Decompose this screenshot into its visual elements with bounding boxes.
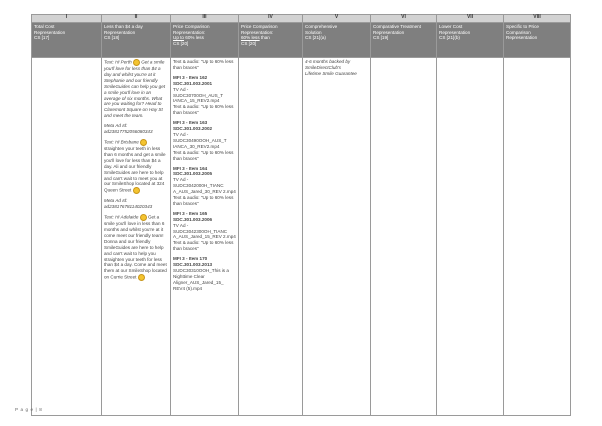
cell-lower-cost xyxy=(437,58,504,416)
header-line: Less than $4 a day xyxy=(104,24,143,29)
exhibit-item xyxy=(173,211,236,252)
header-line: Representation xyxy=(34,29,66,35)
header-line: CS [20] xyxy=(241,40,257,46)
item-title: MFI 3 - Item 165 xyxy=(173,210,208,216)
header-line: Solution xyxy=(305,29,322,35)
header-specific-to-price-comparison xyxy=(504,23,571,58)
header-line: CS [21](b) xyxy=(439,35,460,41)
header-line: CS [19] xyxy=(373,35,389,41)
guarantee-text: 4-6 months backed by SmileDirectClub's xyxy=(305,59,351,70)
header-line: CS [20] xyxy=(173,40,189,46)
header-rest: 60% less xyxy=(183,35,204,41)
representation-table xyxy=(31,14,571,416)
item-code: SDC.301.003.2005 xyxy=(173,171,213,177)
exhibit-item xyxy=(173,75,236,116)
exhibit-item xyxy=(173,166,236,207)
item-ad: TV Ad - xyxy=(173,177,189,183)
ad-text-body: Get a smile you'll love for less than $4 a day and whilst you're at it Stephanie and our friendly SmileGuides can help you get a smile you'll love in an average of six months. What are you waiting for? Head to Claremont Square on Hay St and meet the team. xyxy=(104,59,166,119)
waving-hand-emoji-icon xyxy=(140,214,147,221)
header-price-comparison-up-to xyxy=(171,23,239,58)
column-numeral: VIII xyxy=(504,15,571,23)
cell-comprehensive-solution xyxy=(303,58,371,416)
column-numeral: III xyxy=(171,15,239,23)
column-numeral-row xyxy=(32,15,571,23)
ad-text-lead: Text: Hi Perth xyxy=(104,59,132,65)
column-numeral: VII xyxy=(437,15,504,23)
item-file: SUDC3042300OH_TIANC A_AUS_Jared_15_REV 2.mp4 xyxy=(173,228,236,240)
exhibit-item xyxy=(173,256,236,291)
header-line: Representation xyxy=(506,35,538,41)
exhibit-item xyxy=(173,120,236,161)
column-numeral: V xyxy=(303,15,371,23)
meta-ad-id: Meta Ad Id: ad23817752056080343 xyxy=(104,123,153,135)
column-header-row xyxy=(32,23,571,58)
item-text: Text & audio: "Up to 60% less than braces" xyxy=(173,240,234,252)
header-price-comparison-60-less xyxy=(239,23,303,58)
item-code: SDC.301.003.2001 xyxy=(173,80,213,86)
smiley-emoji-icon xyxy=(138,274,145,281)
item-code: SDC.301.003.2006 xyxy=(173,216,213,222)
item-file: SUDC30490OOH_AUS_T IANCA_30_REV2.mp4 xyxy=(173,137,227,149)
item-text: Text & audio: "Up to 60% less than braces" xyxy=(173,195,234,206)
cell-price-comparison-60-less xyxy=(239,58,303,416)
cell-specific-to-price-comparison xyxy=(504,58,571,416)
meta-ad-id: Meta Ad Id: ad23817678114020343 xyxy=(104,198,153,210)
guarantee-text: Lifetime Smile Guarantee xyxy=(305,70,357,76)
column-numeral: IV xyxy=(239,15,303,23)
header-lower-cost xyxy=(437,23,504,58)
page-number: P a g e | 8 xyxy=(15,407,43,412)
ad-text-perth xyxy=(104,59,168,119)
header-line: Lower Cost xyxy=(439,24,463,29)
header-underlined: Up to xyxy=(173,35,184,41)
item-ad: SUDC30310OOH_This is a Nighttime Clear Aligner_AUS_Jared_15_ REV4 (5).mp4 xyxy=(173,268,229,291)
item-text: Text & audio: "Up to 60% less than braces" xyxy=(173,149,234,161)
item-code: SDC.301.003.2002 xyxy=(173,126,213,132)
header-line: Comparative Treatment xyxy=(373,24,421,29)
ad-text-adelaide xyxy=(104,214,168,281)
item-title: MFI 3 - Item 164 xyxy=(173,165,208,171)
item-code: SDC.301.003.2013 xyxy=(173,262,213,268)
column-numeral: I xyxy=(32,15,102,23)
header-line: Price Comparison xyxy=(241,24,278,29)
header-line: Representation: xyxy=(173,29,206,35)
smiley-emoji-icon xyxy=(133,59,140,66)
header-line: Representation xyxy=(104,29,136,35)
header-comparative-treatment xyxy=(371,23,437,58)
header-line: Comprehensive xyxy=(305,24,338,29)
header-underlined: 60% less xyxy=(241,35,260,41)
header-line: CS [18] xyxy=(104,35,120,41)
ad-text-lead: Text: Hi Brisbane xyxy=(104,139,139,145)
item-file: SUDC3042000H_TIANC A_AUS_Jared_30_REV 2.mp4 xyxy=(173,183,236,195)
column-numeral: II xyxy=(102,15,171,23)
ad-text-brisbane xyxy=(104,139,168,194)
ad-text-lead: Text: Hi Adelaide xyxy=(104,214,139,220)
header-rest: than xyxy=(259,35,270,41)
header-total-cost xyxy=(32,23,102,58)
header-less-than-4-a-day xyxy=(102,23,171,58)
item-ad: TV Ad - xyxy=(173,131,189,137)
header-line: Total Cost xyxy=(34,24,55,29)
waving-hand-emoji-icon xyxy=(140,139,147,146)
cell-comparative-treatment xyxy=(371,58,437,416)
header-comprehensive-solution xyxy=(303,23,371,58)
item-ad: TV Ad - xyxy=(173,222,189,228)
header-line: Price Comparison xyxy=(173,24,210,29)
item-file: SUDC30700OH_AUS_T IANCA_15_REV2.mp4 xyxy=(173,92,223,104)
column-numeral: VI xyxy=(371,15,437,23)
audio-text: Text & audio: "Up to 60% less than braces" xyxy=(173,59,234,70)
ad-text-body: Get a smile you'll love in less than 6 months and whilst you're at it come meet our friendly team! Donna and our friendly SmileGuides are here to help and can't wait to help you straighten your teeth for less than $4 a day. Come and meet them at our SmileShop located on Currie Street xyxy=(104,214,167,280)
item-title: MFI 3 - Item 163 xyxy=(173,120,208,126)
ad-text-body: straighten your teeth in less than 6 months and get a smile you'll love for less than $4 a day. Ali and our friendly SmileGuides are here to help and can't wait to meet you at our SmileShop located at 324 Queen Street xyxy=(104,145,166,194)
cell-price-comparison-up-to xyxy=(171,58,239,416)
header-line: Representation xyxy=(439,29,471,35)
header-line: Representation xyxy=(373,29,405,35)
item-title: MFI 3 - Item 170 xyxy=(173,256,208,262)
cell-total-cost xyxy=(32,58,102,416)
header-line: CS [21](a) xyxy=(305,35,326,41)
header-line: Representation: xyxy=(241,29,274,35)
cell-less-than-4-a-day xyxy=(102,58,171,416)
item-ad: TV Ad - xyxy=(173,86,189,92)
header-line: Specific to Price xyxy=(506,24,539,29)
header-line: Comparison xyxy=(506,29,531,35)
evidence-row xyxy=(32,58,571,416)
smiley-emoji-icon xyxy=(133,187,140,194)
header-line: CS [17] xyxy=(34,35,50,41)
item-title: MFI 3 - Item 162 xyxy=(173,74,208,80)
item-text: Text & audio: "Up to 60% less than braces" xyxy=(173,104,234,116)
